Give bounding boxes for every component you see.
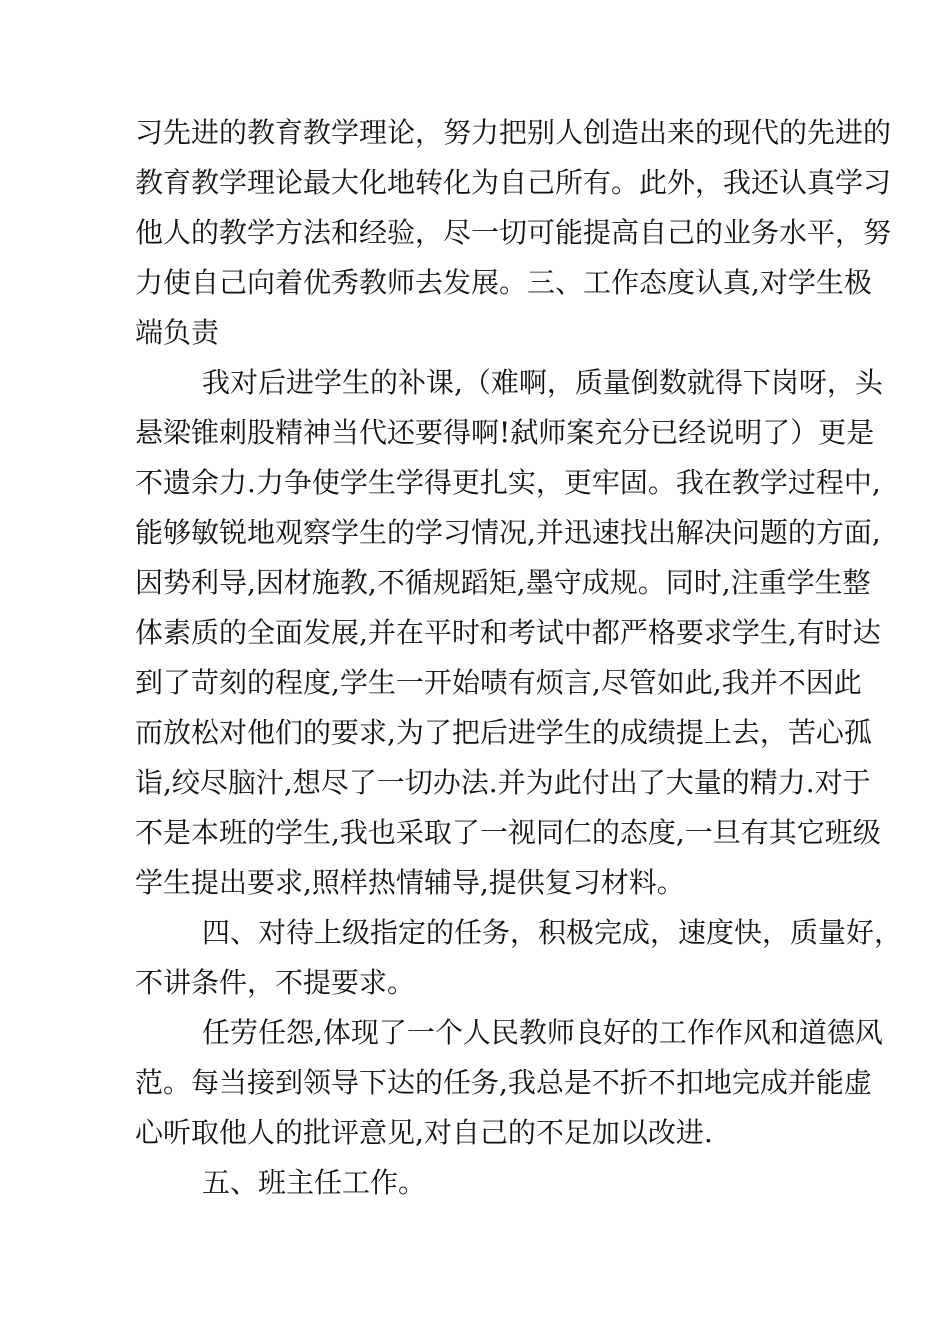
text-line: 到了苛刻的程度,学生一开始啧有烦言,尽管如此,我并不因此 — [135, 666, 862, 699]
text-line: 体素质的全面发展,并在平时和考试中都严格要求学生,有时达 — [135, 616, 881, 649]
section-heading: 五、班主任工作。 — [202, 1166, 427, 1199]
paragraph-first-line: 任劳任怨,体现了一个人民教师良好的工作作风和道德风 — [202, 1016, 883, 1049]
text-line: 不是本班的学生,我也采取了一视同仁的态度,一旦有其它班级 — [135, 816, 881, 849]
text-line: 教育教学理论最大化地转化为自己所有。此外，我还认真学习 — [135, 166, 892, 199]
text-line: 不遗余力.力争使学生学得更扎实，更牢固。我在教学过程中, — [135, 466, 881, 499]
text-line: 悬梁锥刺股精神当代还要得啊!弑师案充分已经说明了）更是 — [135, 416, 875, 449]
text-line: 端负责 — [135, 316, 220, 349]
text-line: 诣,绞尽脑汁,想尽了一切办法.并为此付出了大量的精力.对于 — [135, 766, 871, 799]
section-heading: 四、对待上级指定的任务，积极完成，速度快，质量好， — [202, 916, 903, 949]
text-line: 因势利导,因材施教,不循规蹈矩,墨守成规。同时,注重学生整 — [135, 566, 871, 599]
text-line: 心听取他人的批评意见,对自己的不足加以改进. — [135, 1116, 713, 1149]
text-line: 他人的教学方法和经验，尽一切可能提高自己的业务水平，努 — [135, 216, 892, 249]
text-line: 能够敏锐地观察学生的学习情况,并迅速找出解决问题的方面, — [135, 516, 881, 549]
paragraph-first-line: 我对后进学生的补课,（难啊，质量倒数就得下岗呀，头 — [202, 366, 883, 399]
text-line: 不讲条件，不提要求。 — [135, 966, 416, 999]
text-line: 学生提出要求,照样热情辅导,提供复习材料。 — [135, 866, 685, 899]
text-line: 而放松对他们的要求,为了把后进学生的成绩提上去，苦心孤 — [135, 716, 872, 749]
text-line: 力使自己向着优秀教师去发展。三、工作态度认真,对学生极 — [135, 266, 872, 299]
text-line: 习先进的教育教学理论，努力把别人创造出来的现代的先进的 — [135, 116, 892, 149]
text-line: 范。每当接到领导下达的任务,我总是不折不扣地完成并能虚 — [135, 1066, 872, 1099]
